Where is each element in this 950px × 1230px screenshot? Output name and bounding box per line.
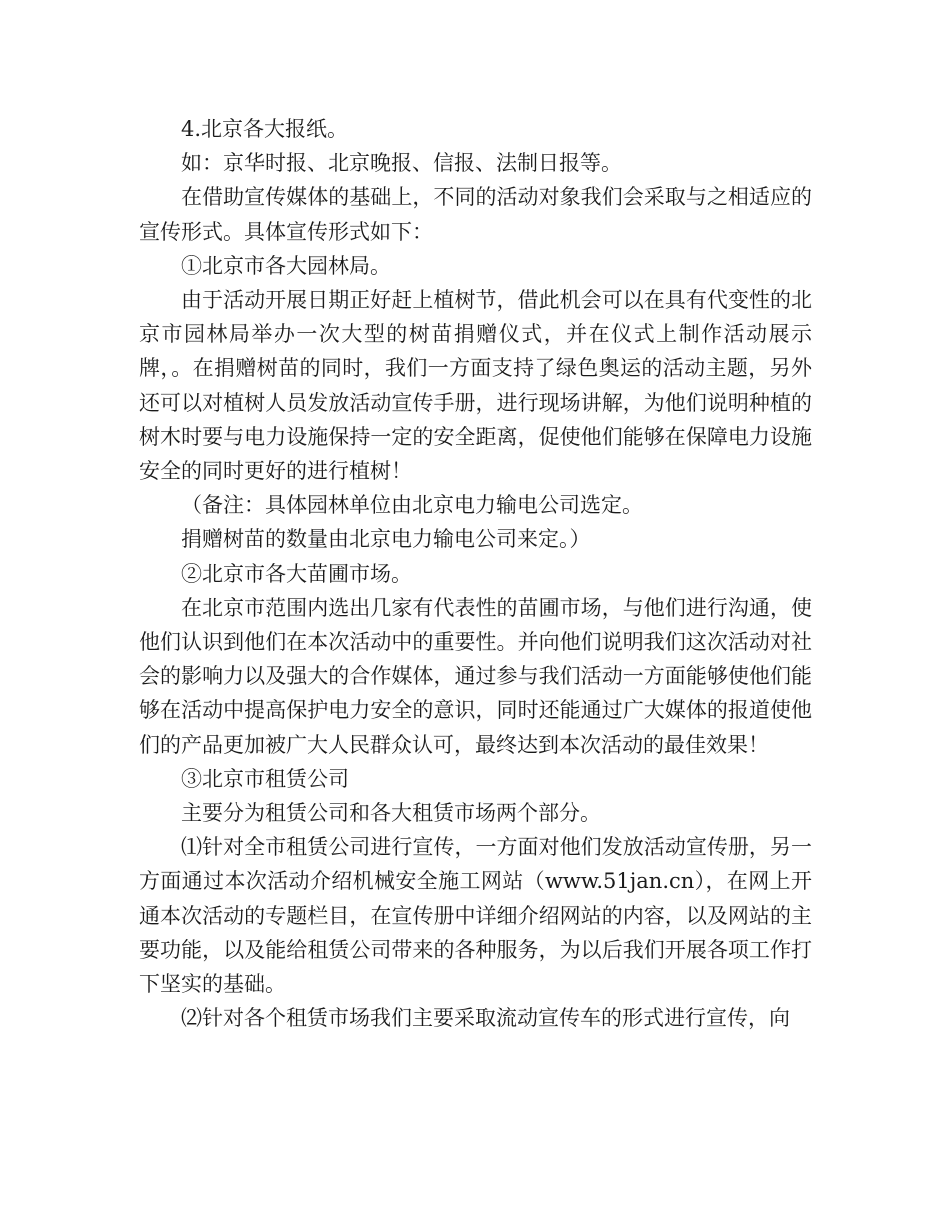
note-line-2: 捐赠树苗的数量由北京电力输电公司来定。） — [181, 527, 591, 552]
paragraph-rental-company-detail: ⑴针对全市租赁公司进行宣传，一方面对他们发放活动宣传册，另一方面通过本次活动介绍机械安全施工网站（www.51jan.cn），在网上开通本次活动的专题栏目，在宣传册中详细介绍网站的内容，以及网站的主要功能，以及能给租赁公司带来的各种服务，为以后我们开展各项工作打下坚实的基础。 — [139, 835, 812, 997]
heading-newspapers: 4.北京各大报纸。 — [181, 117, 349, 141]
newspaper-examples: 如：京华时报、北京晚报、信报、法制日报等。 — [181, 151, 622, 176]
document-body — [139, 112, 812, 1035]
note-line-1: （备注：具体园林单位由北京电力输电公司选定。 — [181, 493, 643, 518]
heading-rental-company: ③北京市租赁公司 — [181, 766, 349, 791]
heading-garden-bureau: ①北京市各大园林局。 — [181, 253, 391, 278]
paragraph-rental-market-detail: ⑵针对各个租赁市场我们主要采取流动宣传车的形式进行宣传，向 — [181, 1006, 790, 1031]
paragraph-rental-summary: 主要分为租赁公司和各大租赁市场两个部分。 — [181, 801, 601, 826]
paragraph-nursery-market: 在北京市范围内选出几家有代表性的苗圃市场，与他们进行沟通，使他们认识到他们在本次活动中的重要性。并向他们说明我们这次活动对社会的影响力以及强大的合作媒体，通过参与我们活动一方面能够使他们能够在活动中提高保护电力安全的意识，同时还能通过广大媒体的报道使他们的产品更加被广大人民群众认可，最终达到本次活动的最佳效果！ — [139, 595, 812, 757]
heading-nursery-market: ②北京市各大苗圃市场。 — [181, 561, 412, 586]
paragraph-intro: 在借助宣传媒体的基础上，不同的活动对象我们会采取与之相适应的宣传形式。具体宣传形式如下： — [139, 185, 812, 244]
paragraph-garden-bureau: 由于活动开展日期正好赶上植树节，借此机会可以在具有代变性的北京市园林局举办一次大型的树苗捐赠仪式，并在仪式上制作活动展示牌，。在捐赠树苗的同时，我们一方面支持了绿色奥运的活动主题，另外还可以对植树人员发放活动宣传手册，进行现场讲解，为他们说明种植的树木时要与电力设施保持一定的安全距离，促使他们能够在保障电力设施安全的同时更好的进行植树！ — [139, 288, 812, 484]
